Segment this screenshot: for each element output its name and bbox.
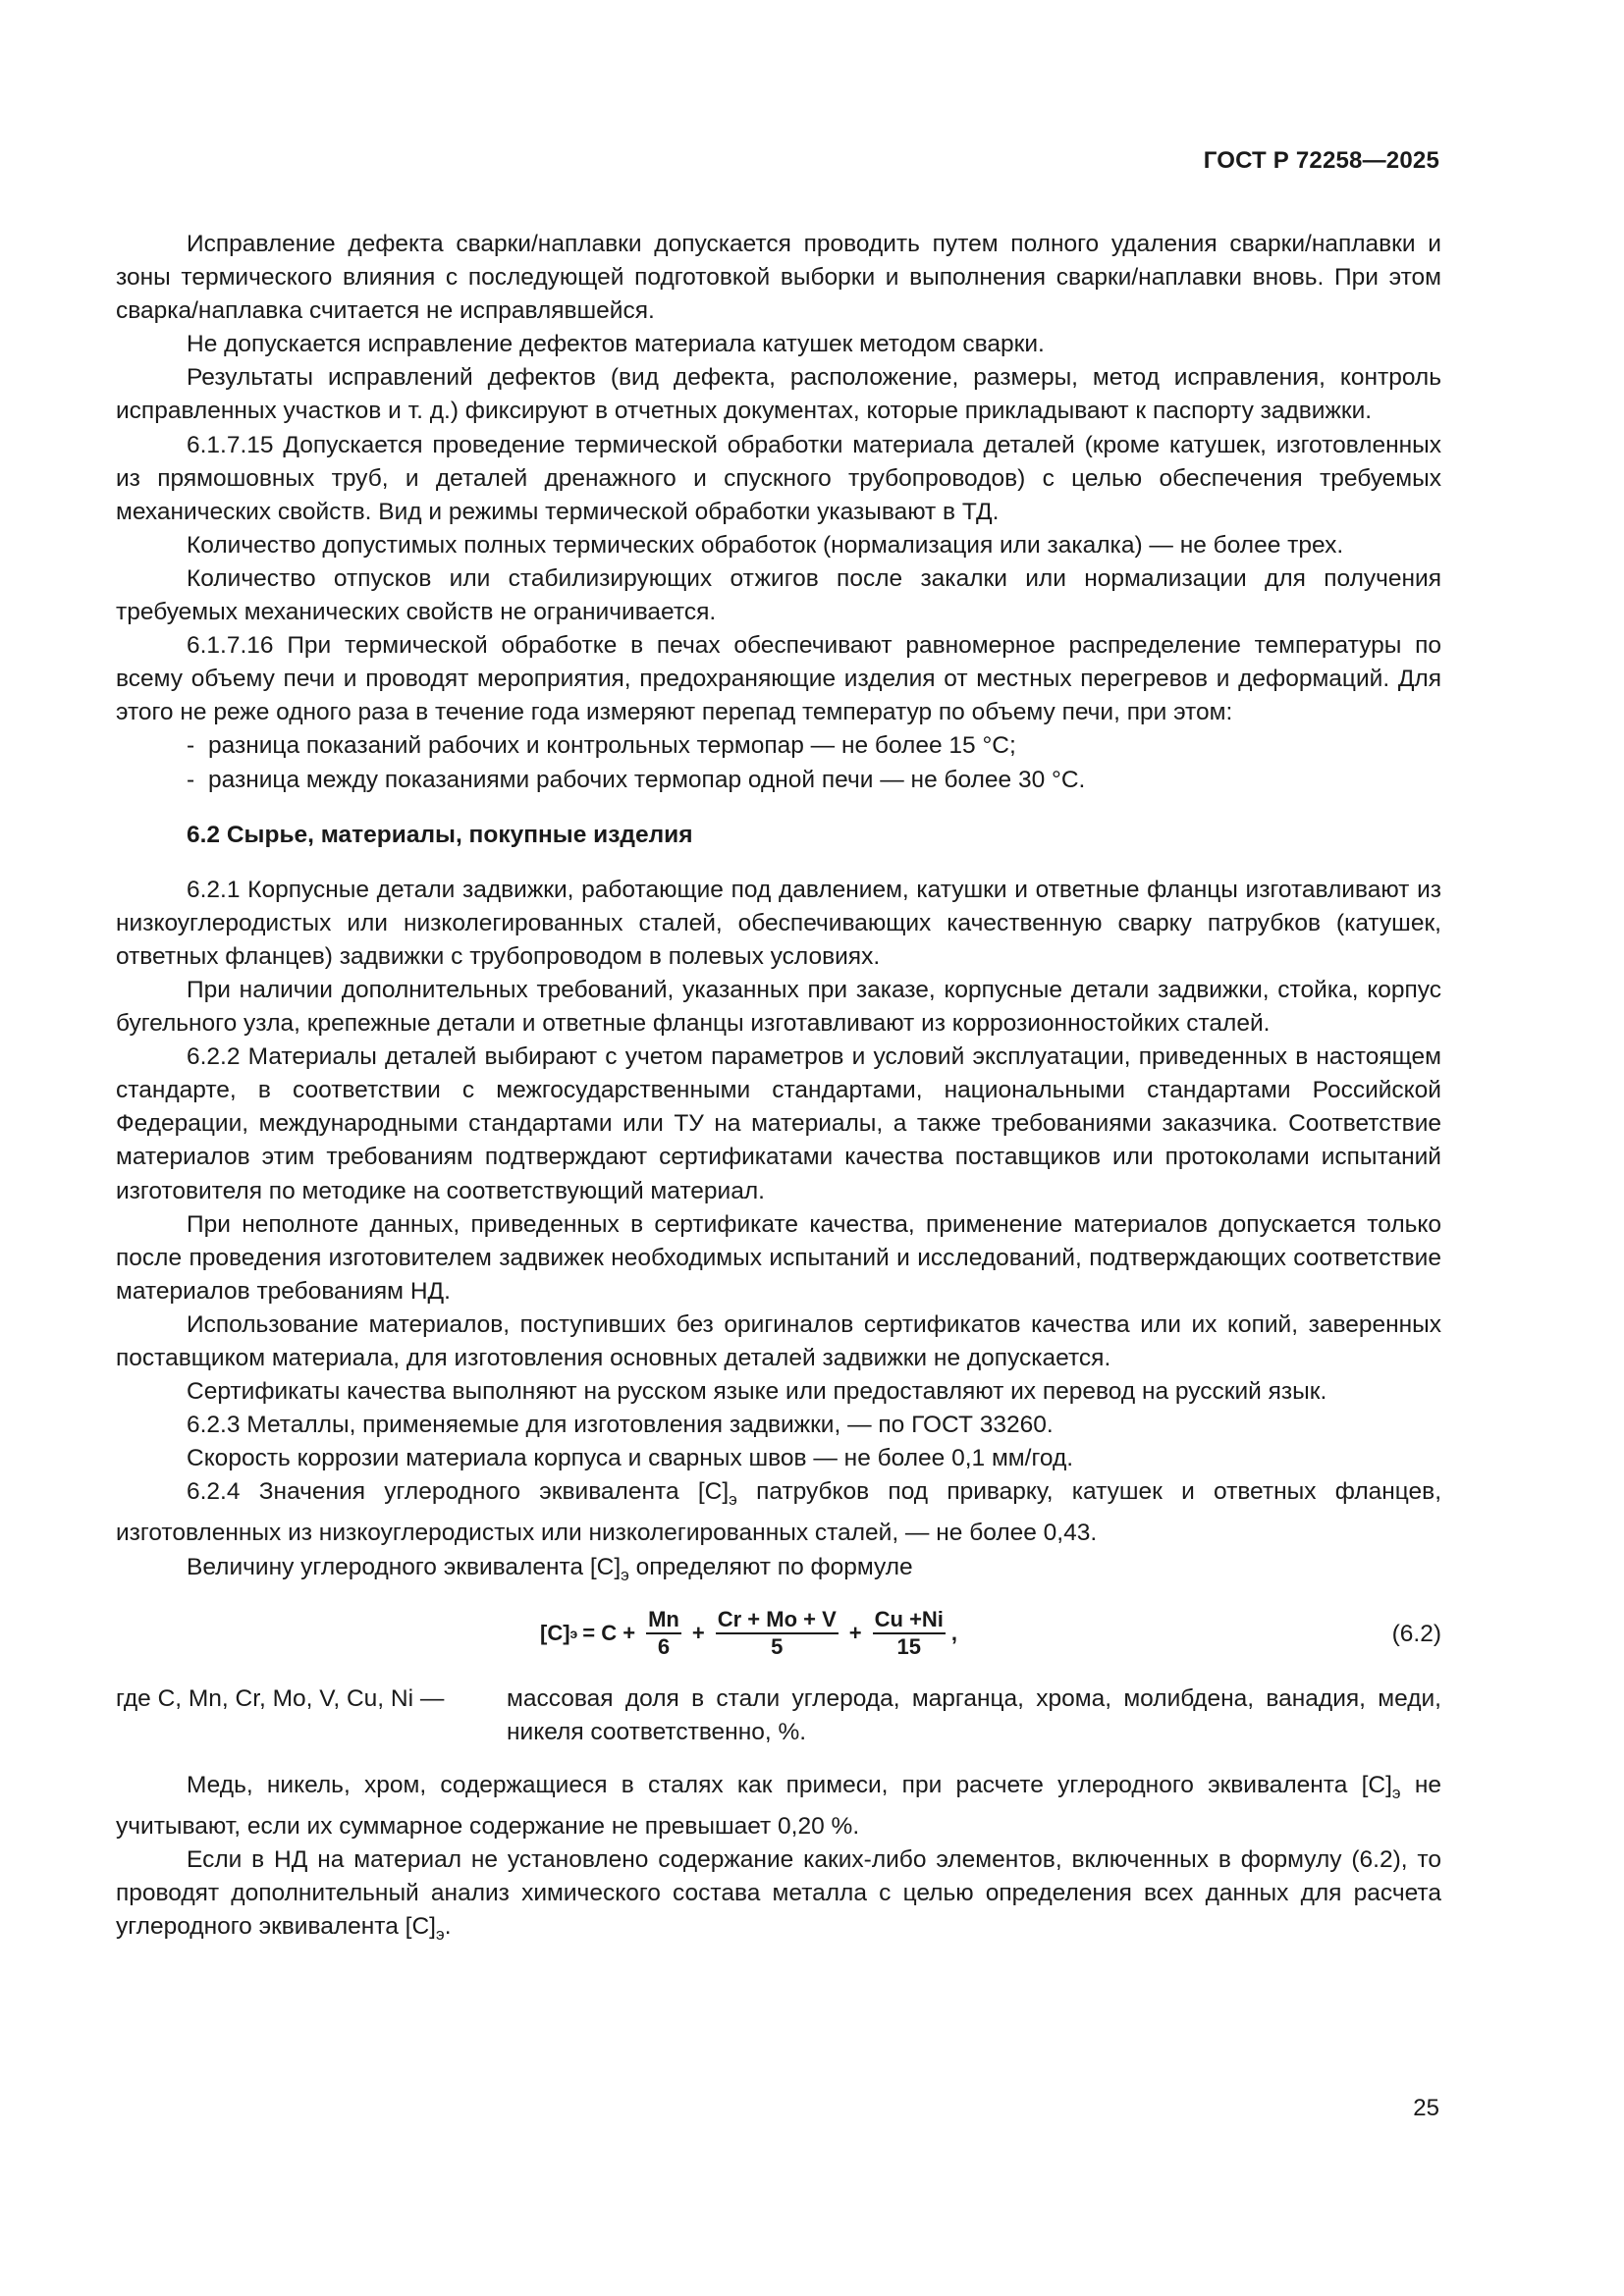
text-run: 6.2.4 Значения углеродного эквивалента [С] (187, 1478, 730, 1506)
subscript: э (621, 1565, 629, 1584)
text-run: Медь, никель, хром, содержащиеся в сталях как примеси, при расчете углеродного эквивалента [С] (187, 1771, 1392, 1798)
formula-block (116, 1604, 1441, 1665)
document-code-header: ГОСТ Р 72258—2025 (1203, 147, 1439, 174)
section-heading-6-2: 6.2 Сырье, материалы, покупные изделия (187, 821, 693, 848)
paragraph-6-2-3: 6.2.3 Металлы, применяемые для изготовления задвижки, — по ГОСТ 33260. (187, 1412, 1054, 1439)
list-item (187, 729, 1441, 763)
formula-plus: + (848, 1620, 862, 1645)
paragraph-heat-treatment-count: Количество допустимых полных термических обработок (нормализация или закалка) — не более трех. (187, 531, 1344, 559)
page-number: 25 (1413, 2095, 1439, 2121)
text-run: . (444, 1913, 452, 1941)
paragraph-6-1-7-15: 6.1.7.15 Допускается проведение термической обработки материала деталей (кроме катушек, изготовленных из прямошовных труб, и деталей дренажного и спускного трубопроводов) с целью обеспечения требуемых механических свойств. Вид и режимы термической обработки указывают в ТД. (116, 431, 1441, 525)
text-run: Величину углеродного эквивалента [С] (187, 1553, 622, 1580)
fraction-numerator: Cr + Mo + V (716, 1608, 839, 1634)
formula-comma: , (950, 1620, 958, 1645)
text-run: Если в НД на материал не установлено содержание каких-либо элементов, включенных в формулу (6.2), то проводят дополнительный анализ химического состава металла с целью определения всех данных для расчета углеродного эквивалента [С] (116, 1846, 1441, 1941)
list-item-text: разница показаний рабочих и контрольных термопар — не более 15 °С; (208, 732, 1016, 760)
legend-symbols: где C, Mn, Cr, Mo, V, Cu, Ni — (116, 1684, 445, 1712)
subscript: э (1391, 1783, 1401, 1802)
paragraph-additional-requirements: При наличии дополнительных требований, указанных при заказе, корпусные детали задвижки, стойка, корпус бугельного узла, крепежные детали и ответные фланцы изготавливают из коррозионностойких сталей. (116, 976, 1441, 1038)
list-item-text: разница между показаниями рабочих термопар одной печи — не более 30 °С. (208, 766, 1086, 793)
carbon-equivalent-formula (540, 1608, 957, 1659)
formula-number: (6.2) (1391, 1620, 1441, 1647)
fraction-numerator: Cu +Ni (873, 1608, 946, 1634)
fraction-mn (646, 1608, 681, 1659)
paragraph-6-1-7-16: 6.1.7.16 При термической обработке в печах обеспечивают равномерное распределение температуры по всему объему печи и проводят мероприятия, предохраняющие изделия от местных перегревов и деформаций. Для этого не реже одного раза в течение года измеряют перепад температур по объему печи, при этом: (116, 632, 1441, 726)
paragraph-weld-repair: Исправление дефекта сварки/наплавки допускается проводить путем полного удаления сварки/наплавки и зоны термического влияния с последующей подготовкой выборки и выполнения сварки/наплавки вновь. При этом сварка/наплавка считается не исправлявшейся. (116, 231, 1441, 325)
legend-description: массовая доля в стали углерода, марганца, хрома, молибдена, ванадия, меди, никеля соответственно, %. (507, 1684, 1441, 1745)
formula-legend (116, 1682, 1441, 1749)
text-run: не учитывают, если их суммарное содержание не превышает 0,20 %. (116, 1771, 1441, 1840)
text-run: патрубков под приварку, катушек и ответных фланцев, изготовленных из низкоуглеродистых или низколегированных сталей, — не более 0,43. (116, 1478, 1441, 1547)
paragraph-no-certificates: Использование материалов, поступивших без оригиналов сертификатов качества или их копий, заверенных поставщиком материала, для изготовления основных деталей задвижки не допускается. (116, 1310, 1441, 1371)
paragraph-certificate-language: Сертификаты качества выполняют на русском языке или предоставляют их перевод на русский язык. (187, 1378, 1327, 1406)
paragraph-formula-intro (116, 1551, 1441, 1592)
text-run: определяют по формуле (628, 1553, 913, 1580)
fraction-numerator: Mn (646, 1608, 681, 1634)
paragraph-tempering-count: Количество отпусков или стабилизирующих отжигов после закалки или нормализации для получения требуемых механических свойств не ограничивается. (116, 564, 1441, 626)
formula-lhs: [С] (540, 1620, 570, 1645)
subscript: э (729, 1490, 737, 1510)
fraction-denominator: 15 (896, 1633, 922, 1659)
fraction-denominator: 5 (771, 1633, 784, 1659)
fraction-cu-ni (873, 1608, 946, 1659)
list-marker: - (187, 766, 195, 793)
paragraph-6-2-1: 6.2.1 Корпусные детали задвижки, работающие под давлением, катушки и ответные фланцы изготавливают из низкоуглеродистых или низколегированных сталей, обеспечивающих качественную сварку патрубков (катушек, ответных фланцев) задвижки с трубопроводом в полевых условиях. (116, 876, 1441, 970)
subscript: э (436, 1925, 445, 1945)
paragraph-incomplete-data: При неполноте данных, приведенных в сертификате качества, применение материалов допускается только после проведения изготовителем задвижек необходимых испытаний и исследований, подтверждающих соответствие материалов требованиям НД. (116, 1210, 1441, 1305)
list-marker: - (187, 732, 195, 760)
paragraph-6-2-2: 6.2.2 Материалы деталей выбирают с учетом параметров и условий эксплуатации, приведенных в настоящем стандарте, в соответствии с межгосударственными стандартами, национальными стандартами Российской Федерации, международными стандартами или ТУ на материалы, а также требованиями заказчика. Соответствие материалов этим требованиям подтверждают сертификатами качества поставщиков или протоколами испытаний изготовителя по методике на соответствующий материал. (116, 1043, 1441, 1204)
list-item (187, 764, 1441, 797)
paragraph-6-2-4 (116, 1475, 1441, 1550)
paragraph-impurities (116, 1769, 1441, 1843)
fraction-denominator: 6 (657, 1633, 671, 1659)
page-body (116, 228, 1441, 1951)
paragraph-coil-repair: Не допускается исправление дефектов материала катушек методом сварки. (187, 331, 1045, 358)
formula-equals: = C + (582, 1620, 636, 1645)
formula-plus: + (691, 1620, 705, 1645)
paragraph-additional-analysis (116, 1843, 1441, 1951)
paragraph-corrosion-rate: Скорость коррозии материала корпуса и сварных швов — не более 0,1 мм/год. (187, 1445, 1074, 1472)
formula-lhs-subscript: э (569, 1625, 578, 1641)
paragraph-repair-results: Результаты исправлений дефектов (вид дефекта, расположение, размеры, метод исправления, контроль исправленных участков и т. д.) фиксируют в отчетных документах, которые прикладывают к паспорту задвижки. (116, 364, 1441, 425)
fraction-cr-mo-v (716, 1608, 839, 1659)
